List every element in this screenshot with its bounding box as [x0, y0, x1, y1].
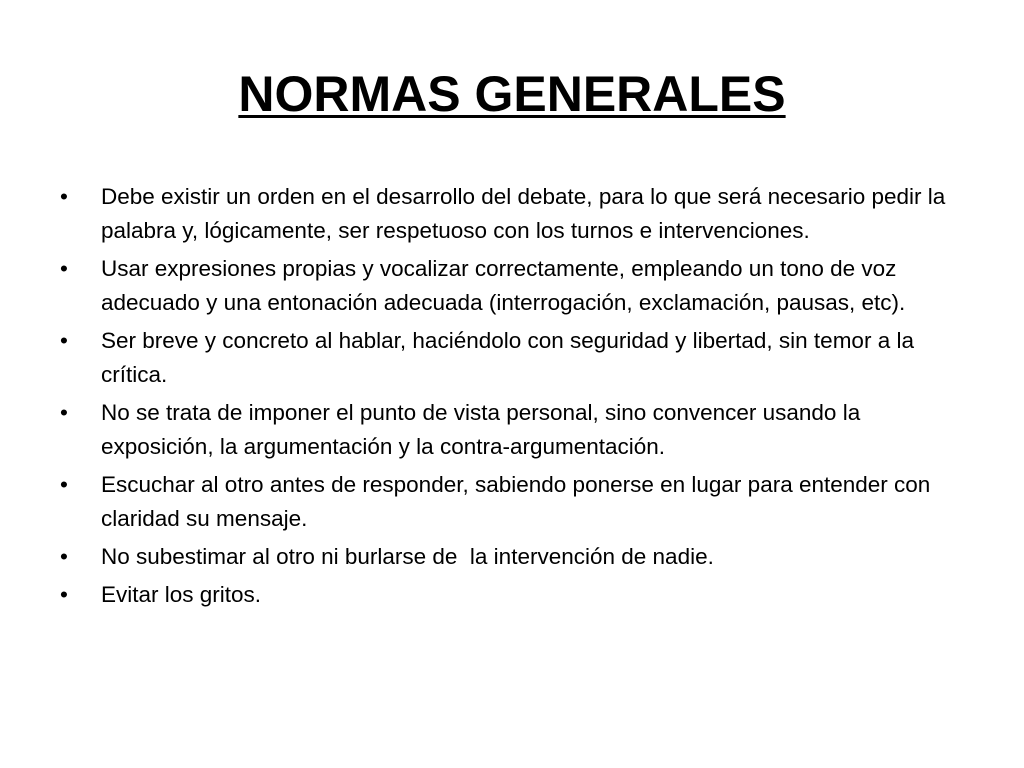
bullet-list	[60, 180, 960, 616]
bullet-icon: •	[60, 472, 68, 497]
bullet-item	[60, 180, 960, 248]
bullet-text: Debe existir un orden en el desarrollo del debate, para lo que será necesario pedir la palabra y, lógicamente, ser respetuoso con los turnos e intervenciones.	[101, 184, 952, 243]
bullet-text: Escuchar al otro antes de responder, sabiendo ponerse en lugar para entender con claridad su mensaje.	[101, 472, 937, 531]
bullet-text: No se trata de imponer el punto de vista personal, sino convencer usando la exposición, la argumentación y la contra-argumentación.	[101, 400, 867, 459]
bullet-icon: •	[60, 544, 68, 569]
bullet-item	[60, 252, 960, 320]
slide-title: NORMAS GENERALES	[238, 66, 786, 122]
bullet-item	[60, 540, 960, 574]
bullet-icon: •	[60, 184, 68, 209]
bullet-item	[60, 578, 960, 612]
bullet-icon: •	[60, 400, 68, 425]
bullet-icon: •	[60, 256, 68, 281]
bullet-item	[60, 468, 960, 536]
bullet-icon: •	[60, 328, 68, 353]
bullet-text: Ser breve y concreto al hablar, haciéndolo con seguridad y libertad, sin temor a la crítica.	[101, 328, 921, 387]
bullet-text: No subestimar al otro ni burlarse de la intervención de nadie.	[101, 544, 714, 569]
bullet-text: Usar expresiones propias y vocalizar correctamente, empleando un tono de voz adecuado y una entonación adecuada (interrogación, exclamación, pausas, etc).	[101, 256, 906, 315]
bullet-item	[60, 324, 960, 392]
bullet-text: Evitar los gritos.	[101, 582, 262, 607]
bullet-item	[60, 396, 960, 464]
bullet-icon: •	[60, 582, 68, 607]
